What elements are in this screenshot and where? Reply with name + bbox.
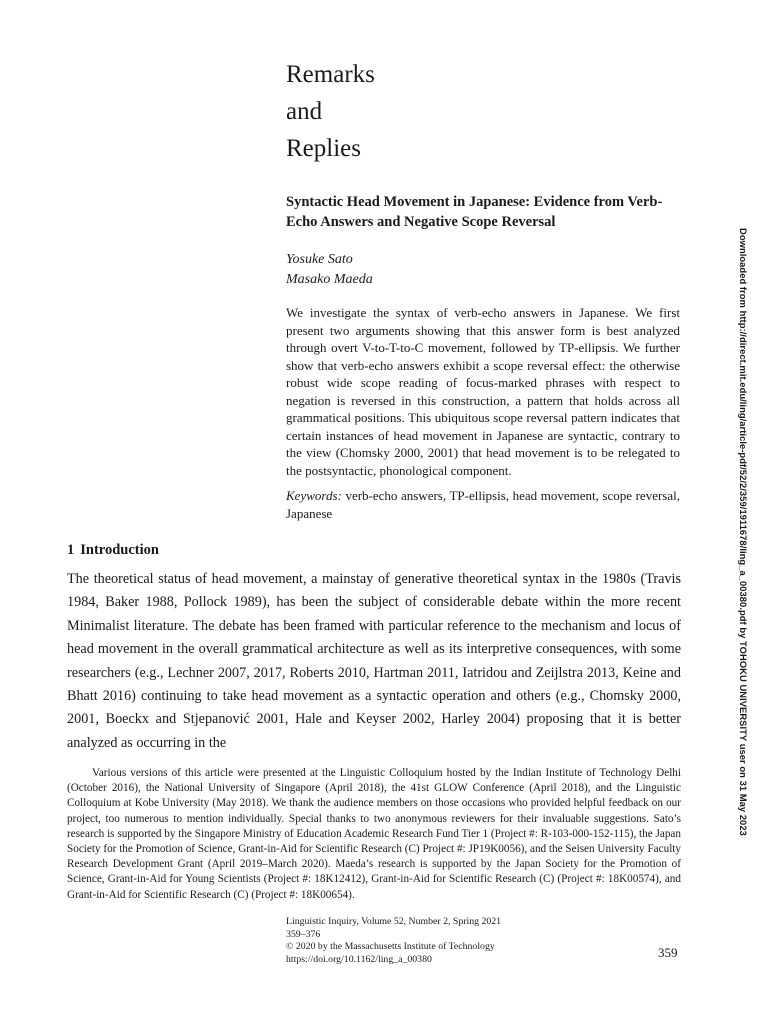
introduction-title: Introduction	[80, 542, 159, 558]
keywords	[286, 487, 680, 522]
introduction-body: The theoretical status of head movement, a mainstay of generative theoretical syntax in the 1980s (Travis 1984, Baker 1988, Pollock 1989), has been the subject of considerable debate within the more recent Minimalist literature. The debate has been framed with particular reference to the mechanism and locus of head movement in the overall grammatical architecture as well as its interpretive consequences, with some researchers (e.g., Lechner 2007, 2017, Roberts 2010, Hartman 2011, Iatridou and Zeijlstra 2013, Keine and Bhatt 2016) continuing to take head movement as a syntactic operation and others (e.g., Chomsky 2000, 2001, Boeckx and Stjepanović 2001, Hale and Keyser 2002, Harley 2004) proposing that it is better analyzed as occurring in the	[67, 571, 681, 751]
journal-copyright: © 2020 by the Massachusetts Institute of Technology	[286, 941, 495, 952]
journal-citation: Linguistic Inquiry, Volume 52, Number 2, Spring 2021	[286, 916, 502, 927]
introduction-heading	[67, 540, 159, 560]
author-2: Masako Maeda	[286, 272, 373, 287]
download-watermark: Downloaded from http://direct.mit.edu/ling/article-pdf/52/2/359/1911678/ling_a_00380.pdf by TOHOKU UNIVERSITY user on 31 May 2023	[738, 228, 749, 836]
journal-doi: https://doi.org/10.1162/ling_a_00380	[286, 953, 432, 965]
keywords-text: verb-echo answers, TP-ellipsis, head movement, scope reversal, Japanese	[286, 488, 680, 521]
author-1: Yosuke Sato	[286, 252, 353, 267]
section-heading-line-2: and	[286, 98, 323, 125]
authors	[286, 250, 373, 290]
keywords-label: Keywords:	[286, 488, 342, 503]
journal-info	[286, 916, 546, 966]
introduction-number: 1	[67, 542, 75, 558]
section-heading	[286, 56, 375, 167]
journal-pages: 359–376	[286, 928, 321, 940]
section-heading-line-1: Remarks	[286, 61, 375, 88]
section-heading-line-3: Replies	[286, 135, 361, 162]
footnote: Various versions of this article were presented at the Linguistic Colloquium hosted by the Indian Institute of Technology Delhi (October 2016), the National University of Singapore (April 2018), the 41st GLOW Conference (April 2018), and the Linguistic Colloquium at Kobe University (May 2018). We thank the audience members on those occasions who provided helpful feedback on our project, too numerous to mention individually. Special thanks to two anonymous reviewers for their invaluable suggestions. Sato’s research is supported by the Singapore Ministry of Education Academic Research Fund Tier 1 (Project #: R-103-000-152-115), the Japan Society for the Promotion of Science, Grant-in-Aid for Scientific Research (C) Project #: JP19K0056), and the Seisen University Faculty Research Development Grant (April 2019–March 2020). Maeda’s research is supported by the Japan Society for the Promotion of Science, Grant-in-Aid for Young Scientists (Project #: 18K12412), Grant-in-Aid for Scientific Research (C) (Project #: 18K00574), and Grant-in-Aid for Scientific Research (C) (Project #: 18K00654).	[67, 767, 681, 901]
abstract: We investigate the syntax of verb-echo answers in Japanese. We first present two arguments showing that this answer form is best analyzed through overt V-to-T-to-C movement, followed by TP-ellipsis. We further show that verb-echo answers exhibit a scope reversal effect: the otherwise robust wide scope reading of focus-marked phrases with respect to negation is reversed in this construction, a pattern that holds across all grammatical positions. This ubiquitous scope reversal pattern indicates that certain instances of head movement in Japanese are syntactic, contrary to the view (Chomsky 2000, 2001) that head movement is to be relegated to the postsyntactic, phonological component.	[286, 305, 680, 478]
article-title: Syntactic Head Movement in Japanese: Evidence from Verb-Echo Answers and Negative Scope Reversal	[286, 194, 663, 230]
page-number: 359	[658, 945, 678, 960]
